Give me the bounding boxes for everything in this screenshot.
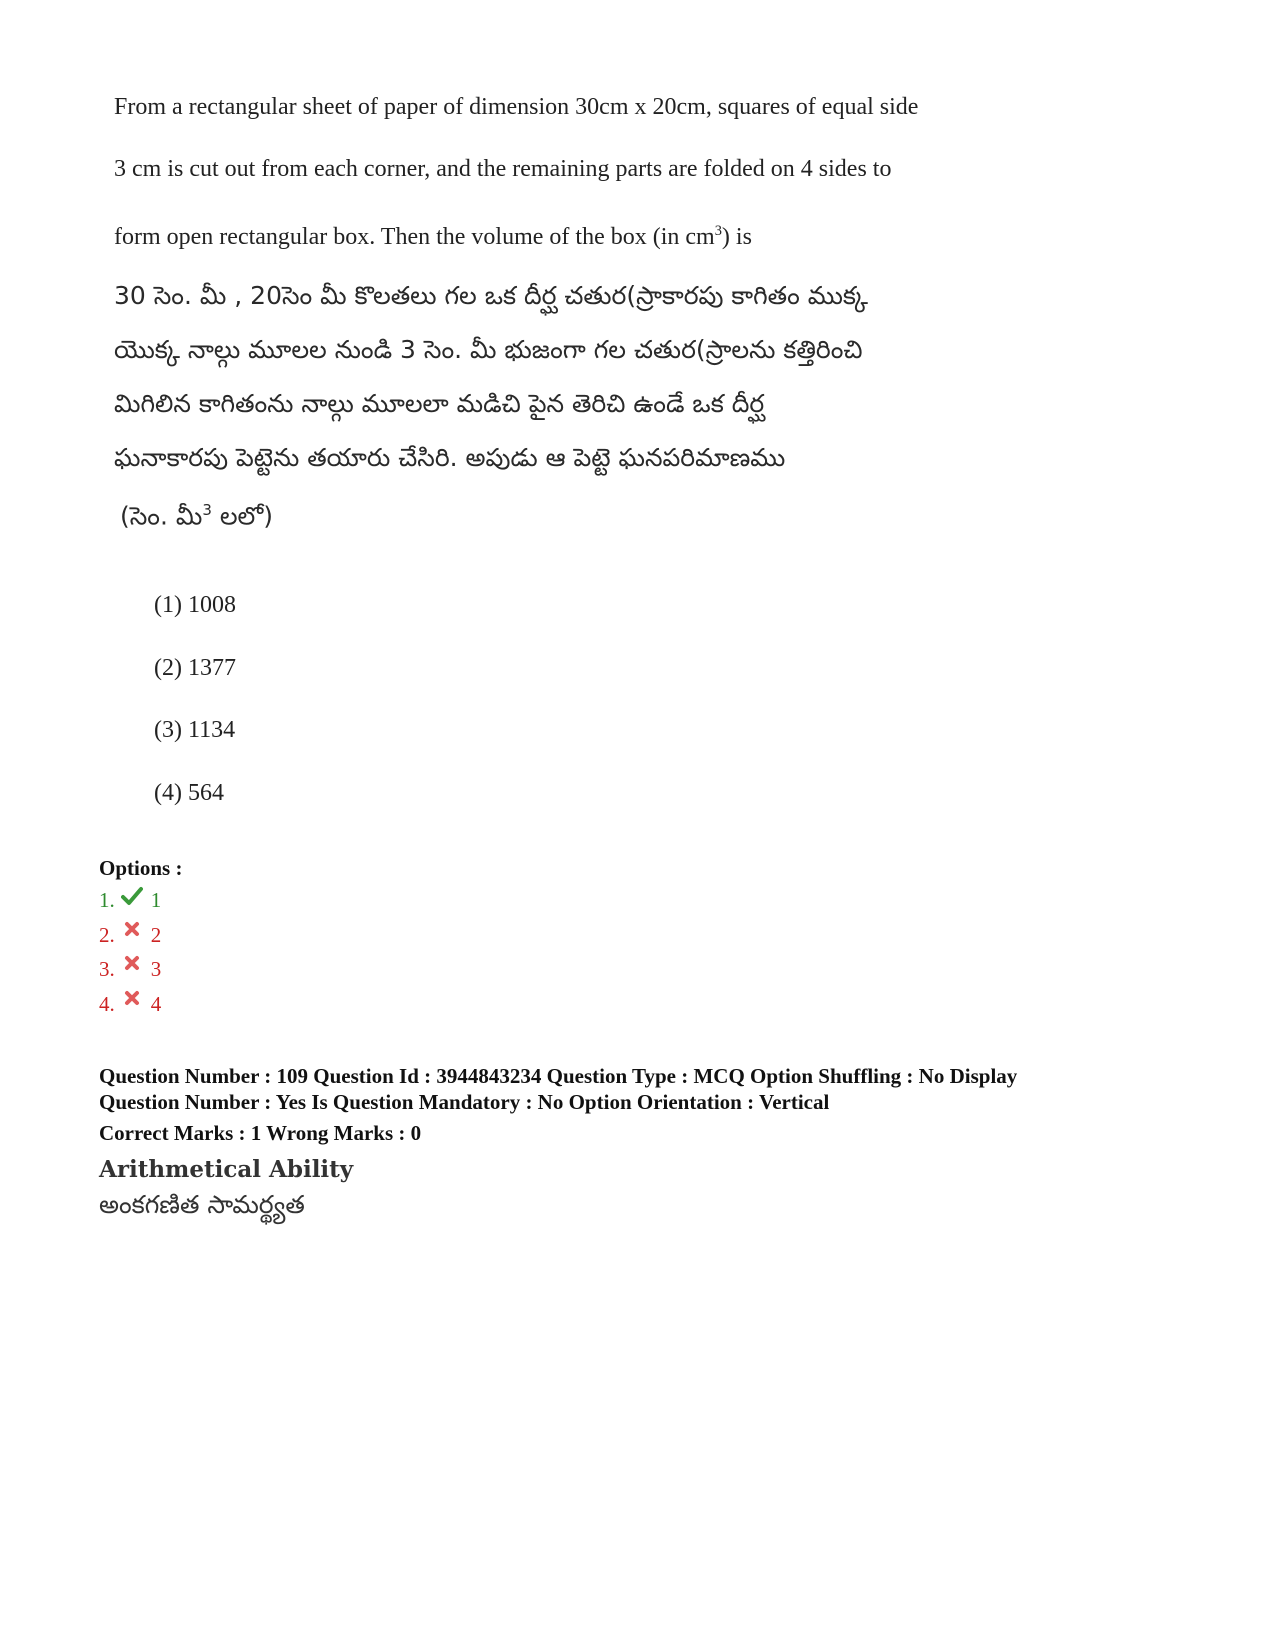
answer-options-list [99,888,161,1026]
answer-option-3 [99,957,161,992]
section-title-english: Arithmetical Ability [99,1156,354,1183]
answer-option-number: 3. [99,957,115,981]
image-option-4: (4) 564 [154,780,224,806]
section-title-telugu: అంకగణిత సామర్థ్యత [99,1190,305,1219]
marks-line: Correct Marks : 1 Wrong Marks : 0 [99,1121,422,1145]
question-telugu-line-4: ఘనాకారపు పెట్టెను తయారు చేసిరి. అపుడు ఆ పెట్టె ఘనపరిమాణము [114,443,786,472]
answer-option-2 [99,923,161,958]
question-meta-line-1: Question Number : 109 Question Id : 3944843234 Question Type : MCQ Option Shuffling : No Display [99,1064,1018,1088]
telugu-unit-superscript: 3 [202,501,212,519]
image-option-2: (2) 1377 [154,655,236,681]
answer-option-value: 4 [150,991,162,1016]
answer-option-4 [99,992,161,1027]
answer-option-number: 1. [99,888,115,912]
cross-icon [121,990,143,1010]
question-text-line-3 [114,216,1044,252]
answer-option-number: 4. [99,991,115,1016]
question-meta-line-2: Question Number : Yes Is Question Mandatory : No Option Orientation : Vertical [99,1090,830,1114]
answer-option-value: 2 [150,922,162,947]
options-heading: Options : [99,856,183,880]
question-telugu-line-5 [120,494,1050,532]
question-telugu-line-5-end: లలో) [211,501,274,531]
cross-icon [121,955,143,975]
question-telugu-line-3: మిగిలిన కాగితంను నాల్గు మూలలా మడిచి పైన తెరిచి ఉండే ఒక దీర్ఘ [114,389,765,418]
checkmark-icon [121,886,143,906]
answer-option-1 [99,888,161,923]
question-telugu-line-2: యొక్క నాల్గు మూలల నుండి 3 సెం. మీ భుజంగా గల చతుర(స్రాలను కత్తిరించి [114,335,863,364]
answer-option-number: 2. [99,922,115,947]
question-telugu-line-5-main: (సెం. మీ [120,501,203,531]
image-option-3: (3) 1134 [154,717,236,743]
question-image [100,80,1040,840]
question-text-line-3-main: form open rectangular box. Then the volume of the box (in cm [114,224,715,250]
unit-superscript: 3 [714,223,722,239]
image-option-1: (1) 1008 [154,592,236,618]
answer-option-value: 3 [150,957,162,981]
answer-option-value: 1 [150,888,162,912]
question-text-line-2: 3 cm is cut out from each corner, and the remaining parts are folded on 4 sides to [114,156,892,182]
question-telugu-line-1: 30 సెం. మీ , 20సెం మీ కొలతలు గల ఒక దీర్ఘ చతుర(స్రాకారపు కాగితం ముక్క [114,281,868,310]
question-text-line-1: From a rectangular sheet of paper of dimension 30cm x 20cm, squares of equal side [114,94,919,120]
cross-icon [121,921,143,941]
question-text-line-3-end: ) is [721,224,752,250]
